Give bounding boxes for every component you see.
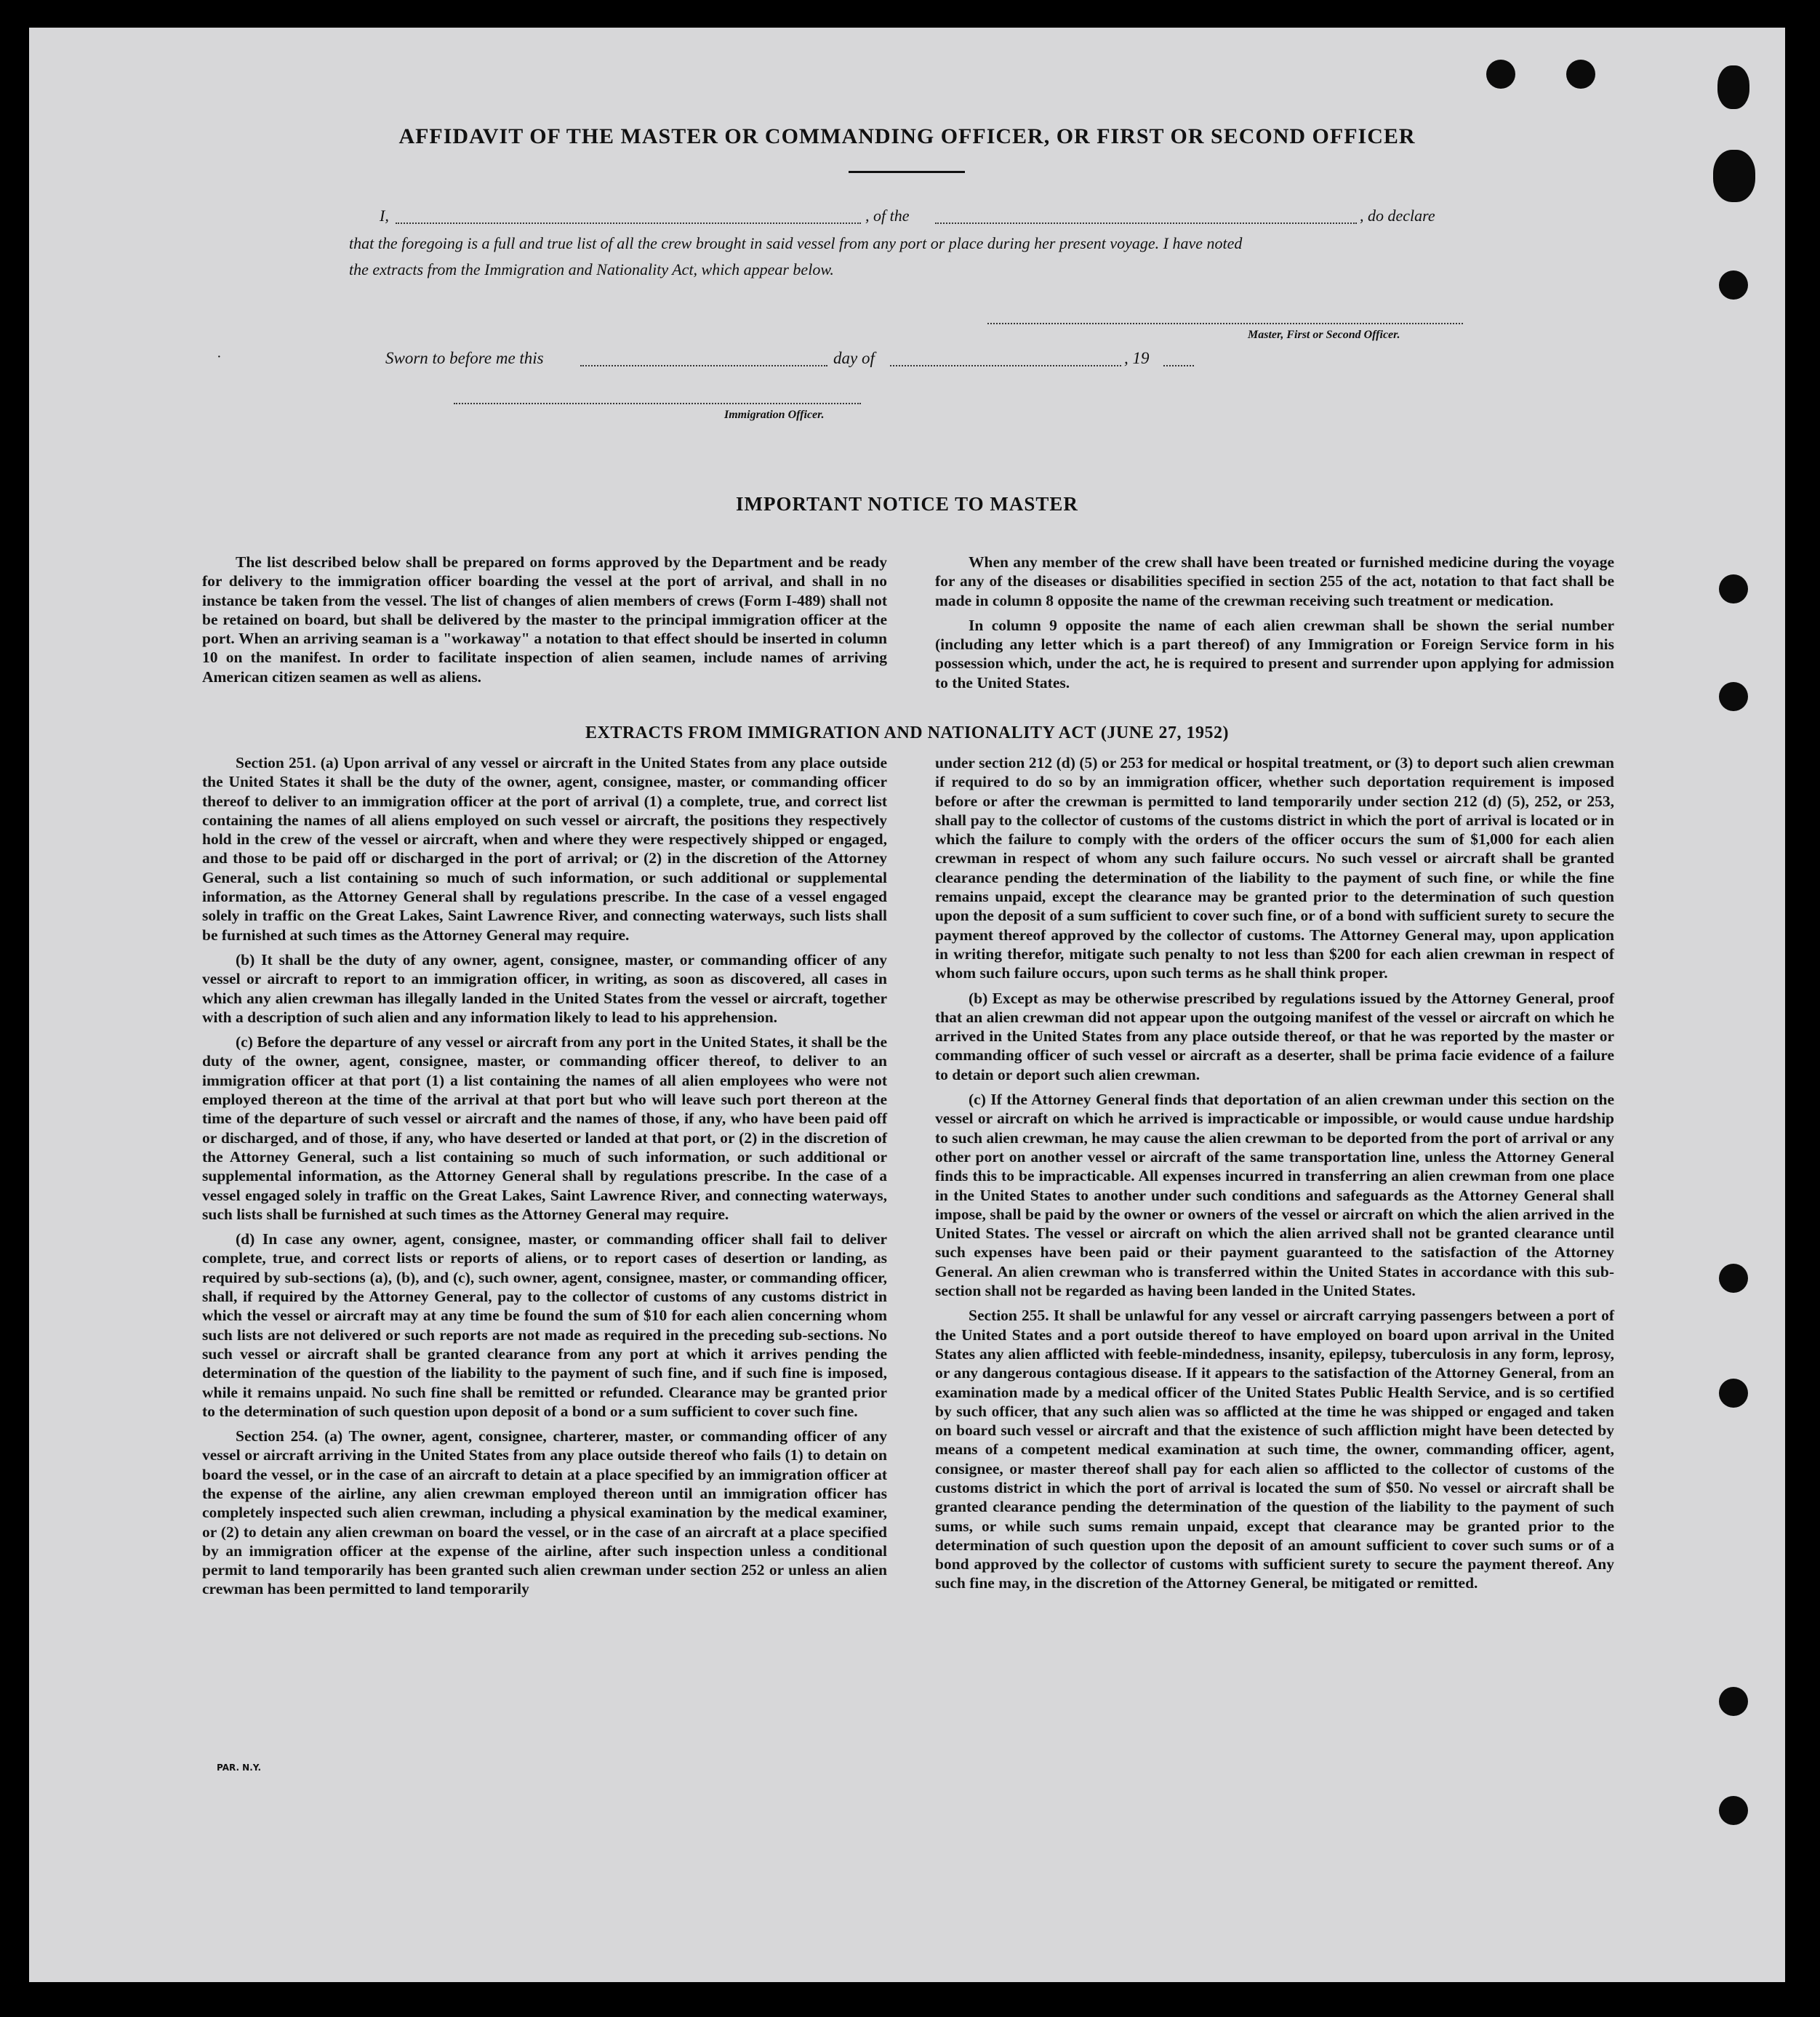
master-signature-line[interactable] xyxy=(987,323,1463,324)
sworn-day-field[interactable] xyxy=(580,365,827,366)
punch-hole xyxy=(1719,1687,1748,1716)
extract-paragraph: (b) Except as may be otherwise prescribed by regulations issued by the Attorney General, proof that an alien crewman did not appear upon the outgoing manifest of the vessel or aircraft on which he arrived in the United States from any place outside thereof, or that he was reported by the master or commanding officer of such vessel or aircraft as a deserter, shall be prima facie evidence of a failure to detain or deport such alien crewman. xyxy=(935,989,1614,1083)
sworn-year-field[interactable] xyxy=(1163,365,1194,366)
extracts-title: EXTRACTS FROM IMMIGRATION AND NATIONALITY ACT (JUNE 27, 1952) xyxy=(585,723,1229,742)
notice-title: IMPORTANT NOTICE TO MASTER xyxy=(736,493,1078,515)
punch-hole xyxy=(1719,270,1748,300)
declarant-name-label: I, xyxy=(380,206,389,225)
declare-label: , do declare xyxy=(1360,206,1435,225)
year-label: , 19 xyxy=(1124,349,1150,367)
extract-paragraph: (b) It shall be the duty of any owner, agent, consignee, master, or commanding officer of any vessel or aircraft to report to an immigration officer, in writing, as soon as discovered, all cases in which any alien crewman has illegally landed in the United States from the vessel or aircraft, together with a description of such alien and any information likely to lead to his apprehension. xyxy=(202,950,887,1026)
extracts-left-column xyxy=(202,753,887,1605)
day-of-label: day of xyxy=(833,349,875,367)
notice-paragraph: When any member of the crew shall have been treated or furnished medicine during the voyage for any of the diseases or disabilities specified in section 255 of the act, notation to that fact shall be made in column 8 opposite the name of the crewman receiving such treatment or medication. xyxy=(935,553,1614,609)
affidavit-title: AFFIDAVIT OF THE MASTER OR COMMANDING OFFICER, OR FIRST OR SECOND OFFICER xyxy=(398,124,1416,148)
punch-hole xyxy=(1717,65,1749,109)
margin-mark: · xyxy=(217,349,222,365)
document-page xyxy=(29,28,1785,1982)
vessel-name-field[interactable] xyxy=(935,222,1357,224)
notice-left-column xyxy=(202,553,887,692)
sworn-label: Sworn to before me this xyxy=(385,349,544,367)
declaration-line-3: the extracts from the Immigration and Nationality Act, which appear below. xyxy=(349,260,834,278)
punch-hole xyxy=(1719,1379,1748,1408)
declarant-name-field[interactable] xyxy=(396,222,861,224)
officer-signature-line[interactable] xyxy=(454,403,861,404)
punch-hole xyxy=(1719,682,1748,711)
notice-paragraph: The list described below shall be prepared on forms approved by the Department and be ready for delivery to the immigration officer boarding the vessel at the port of arrival, and shall in no instance be taken from the vessel. The list of changes of alien members of crews (Form I-489) shall not be retained on board, but shall be delivered by the master to the principal immigration officer at the port. When an arriving seaman is a "workaway" a notation to that effect should be inserted in column 10 on the manifest. In order to facilitate inspection of alien seamen, include names of arriving American citizen seamen as well as aliens. xyxy=(202,553,887,686)
extract-paragraph: under section 212 (d) (5) or 253 for medical or hospital treatment, or (3) to deport such alien crewman if required to do so by an immigration officer, whether such deportation requirement is imposed before or after the crewman is permitted to land temporarily under section 212 (d) (5), 252, or 253, shall pay to the collector of customs of the customs district in which the port of arrival is located or in which the failure to comply with the orders of the officer occurs the sum of $1,000 for each alien crewman in respect of whom any such failure occurs. No such vessel or aircraft shall be granted clearance pending the determination of the liability to the payment of such fine, or while the fine remains unpaid, except the clearance may be granted prior to the determination of such question upon the deposit of a sum sufficient to cover such fine, or of a bond with sufficient surety to secure the payment thereof approved by the collector of customs. The Attorney General may, upon application in writing therefor, mitigate such penalty to not less than $200 for each alien crewman in respect of whom such failure occurs, upon such terms as he shall think proper. xyxy=(935,754,1614,982)
extract-paragraph: (d) In case any owner, agent, consignee, master, or commanding officer shall fail to deliver complete, true, and correct lists or reports of aliens, or to report cases of desertion or landing, as required by sub-sections (a), (b), and (c), such owner, agent, consignee, master, or commanding officer, shall, if required by the Attorney General, pay to the collector of customs of any customs district in which the vessel or aircraft may at any time be found the sum of $10 for each alien concerning whom such lists are not delivered or such reports are not made as required in the preceding sub-sections. No such vessel or aircraft shall be granted clearance from any port at which it arrives pending the determination of the question of the liability to the payment of such fine, and if such fine is imposed, while it remains unpaid. No such fine shall be remitted or refunded. Clearance may be granted prior to the determination of such question upon deposit of a bond or a sum sufficient to cover such fine. xyxy=(202,1230,887,1420)
punch-hole xyxy=(1719,1264,1748,1293)
sworn-month-field[interactable] xyxy=(890,365,1121,366)
extract-paragraph: Section 254. (a) The owner, agent, consignee, charterer, master, or commanding officer of any vessel or aircraft arriving in the United States from any place outside thereof who fails (1) to detain on board the vessel, or in the case of an aircraft to detain at a place specified by an immigration officer at the expense of the airline, any alien crewman employed thereon until an immigration officer has completely inspected such alien crewman, including a physical examination by the medical examiner, or (2) to detain any alien crewman on board the vessel, or in the case of an aircraft at a place specified by an immigration officer at the expense of the airline, after such inspection unless a conditional permit to land temporarily has been granted such alien crewman under section 252 or unless an alien crewman has been permitted to land temporarily xyxy=(202,1427,887,1598)
extracts-right-column xyxy=(935,753,1614,1599)
master-signature-label: Master, First or Second Officer. xyxy=(1248,329,1400,341)
printer-mark: PAR. N.Y. xyxy=(217,1763,262,1773)
punch-hole xyxy=(1486,60,1515,89)
punch-hole xyxy=(1713,150,1755,202)
extract-paragraph: Section 255. It shall be unlawful for any vessel or aircraft carrying passengers between a port of the United States and a port outside thereof to have employed on board upon arrival in the United States any alien afflicted with feeble-mindedness, insanity, epilepsy, tuberculosis in any form, leprosy, or any dangerous contagious disease. If it appears to the satisfaction of the Attorney General, from an examination made by a medical officer of the United States Public Health Service, and is so certified by such officer, that any such alien was so afflicted at the time he was shipped or engaged and taken on board such vessel or aircraft and that the existence of such affliction might have been detected by means of a competent medical examination at such time, the owner, commanding officer, agent, consignee, or master thereof shall pay for each alien so afflicted to the collector of customs of the customs district in which the port of arrival is located the sum of $50. No vessel or aircraft shall be granted clearance pending the determination of the question of the liability to the payment of such sums, or while such sums remain unpaid, except that clearance may be granted prior to the determination of such question upon the deposit of an amount sufficient to cover such sums or of a bond approved by the collector of customs with sufficient surety to secure the payment thereof. Any such fine may, in the discretion of the Attorney General, be mitigated or remitted. xyxy=(935,1307,1614,1592)
extract-paragraph: Section 251. (a) Upon arrival of any vessel or aircraft in the United States from any place outside the United States it shall be the duty of the owner, agent, consignee, master, or commanding officer thereof to deliver to an immigration officer at the port of arrival (1) a complete, true, and correct list containing the names of all aliens employed on such vessel or aircraft, the positions they respectively hold in the crew of the vessel or aircraft, when and where they were respectively shipped or engaged, and those to be paid off or discharged in the port of arrival; or (2) in the discretion of the Attorney General, such a list containing so much of such information, or such additional or supplemental information, as the Attorney General shall by regulations prescribe. In the case of a vessel engaged solely in traffic on the Great Lakes, Saint Lawrence River, and connecting waterways, such lists shall be furnished at such times as the Attorney General may require. xyxy=(202,754,887,944)
punch-hole xyxy=(1566,60,1595,89)
officer-signature-label: Immigration Officer. xyxy=(724,409,825,421)
notice-paragraph: In column 9 opposite the name of each alien crewman shall be shown the serial number (including any letter which is a part thereof) of any Immigration or Foreign Service form in his possession which, under the act, he is required to present and surrender upon applying for admission to the United States. xyxy=(935,616,1614,691)
extract-paragraph: (c) Before the departure of any vessel or aircraft from any port in the United States, it shall be the duty of the owner, agent, consignee, master, or commanding officer thereof, to deliver to an immigration officer at that port (1) a list containing the names of all alien employees who were not employed thereon at the time of the arrival at that port but who will leave such port thereon at the time of the departure of such vessel or aircraft and the names of those, if any, who have been paid off or discharged, and of those, if any, who have deserted or landed at that port, or (2) in the discretion of the Attorney General, such a list containing so much of such information, or such additional or supplemental information, as the Attorney General shall by regulations prescribe. In the case of a vessel engaged solely in traffic on the Great Lakes, Saint Lawrence River, and connecting waterways, such lists shall be furnished at such times as the Attorney General may require. xyxy=(202,1033,887,1223)
notice-right-column xyxy=(935,553,1614,698)
punch-hole xyxy=(1719,1796,1748,1825)
extract-paragraph: (c) If the Attorney General finds that deportation of an alien crewman under this section on the vessel or aircraft on which he arrived is impracticable or impossible, or would cause undue hardship to such alien crewman, he may cause the alien crewman to be deported from the port of arrival or any other port on another vessel or aircraft of the same transportation line, unless the Attorney General finds this to be impracticable. All expenses incurred in transferring an alien crewman from one place in the United States to another under such conditions and safeguards as the Attorney General shall impose, shall be paid by the owner or owners of the vessel or aircraft on which the alien arrived in the United States. The vessel or aircraft on which the alien arrived shall not be granted clearance until such expenses have been paid or their payment guaranteed to the satisfaction of the Attorney General. An alien crewman who is transferred within the United States in accordance with this sub-section shall not be regarded as having been landed in the United States. xyxy=(935,1091,1614,1300)
vessel-label: , of the xyxy=(865,206,910,225)
declaration-line-2: that the foregoing is a full and true list of all the crew brought in said vessel from any port or place during her present voyage. I have noted xyxy=(349,234,1243,252)
punch-hole xyxy=(1719,574,1748,604)
title-rule xyxy=(849,171,965,173)
